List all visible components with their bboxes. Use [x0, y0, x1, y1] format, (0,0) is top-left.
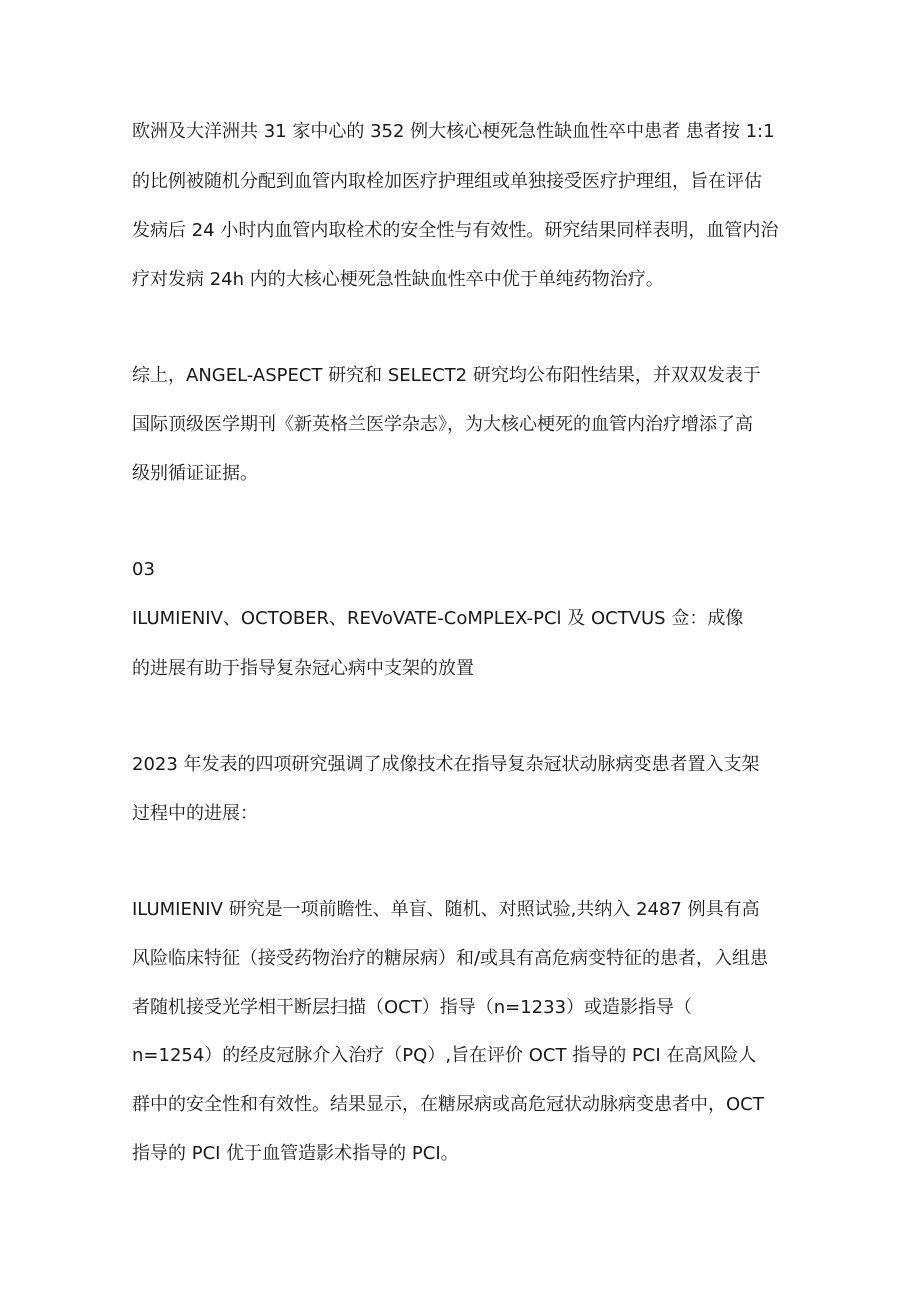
section-title-line-2: 的进展有助于指导复杂冠心病中支架的放置 — [132, 658, 474, 679]
para1-line-1: 欧洲及大洋洲共 31 家中心的 352 例大核心梗死急性缺血性卒中患者 患者按 1:1 — [132, 121, 775, 142]
para4-line-5: 群中的安全性和有效性。结果显示，在糖尿病或高危冠状动脉病变患者中，OCT — [132, 1094, 764, 1115]
para4-line-6: 指导的 PCI 优于血管造影术指导的 PCI。 — [132, 1143, 459, 1164]
section-number: 03 — [132, 559, 155, 580]
para3-line-2: 过程中的进展： — [132, 803, 258, 824]
para1-line-2: 的比例被随机分配到血管内取栓加医疗护理组或单独接受医疗护理组，旨在评估 — [132, 171, 762, 192]
para2-line-2: 国际顶级医学期刊《新英格兰医学杂志》，为大核心梗死的血管内治疗增添了高 — [132, 414, 753, 435]
para1-line-4: 疗对发病 24h 内的大核心梗死急性缺血性卒中优于单纯药物治疗。 — [132, 269, 664, 290]
para2-line-3: 级别循证证据。 — [132, 463, 258, 484]
para4-line-2: 风险临床特征（接受药物治疗的糖尿病）和/或具有高危病变特征的患者，入组患 — [132, 948, 769, 969]
para3-line-1: 2023 年发表的四项研究强调了成像技术在指导复杂冠状动脉病变患者置入支架 — [132, 754, 760, 775]
section-title-line-1: ILUMIENIV、OCTOBER、REVoVATE-CoMPLEX-PCl 及 OCTVUS 佥：成像 — [132, 608, 744, 629]
para4-line-4: n=1254）的经皮冠脉介入治疗（PQ）,旨在评价 OCT 指导的 PCI 在高风险人 — [132, 1045, 757, 1066]
para4-line-3: 者随机接受光学相干断层扫描（OCT）指导（n=1233）或造影指导（ — [132, 997, 693, 1018]
para4-line-1: ILUMIENIV 研究是一项前瞻性、单盲、随机、对照试验,共纳入 2487 例具有高 — [132, 899, 760, 920]
para2-line-1: 综上，ANGEL-ASPECT 研究和 SELECT2 研究均公布阳性结果，并双双发表于 — [132, 365, 761, 386]
para1-line-3: 发病后 24 小时内血管内取栓术的安全性与有效性。研究结果同样表明，血管内治 — [132, 220, 779, 241]
